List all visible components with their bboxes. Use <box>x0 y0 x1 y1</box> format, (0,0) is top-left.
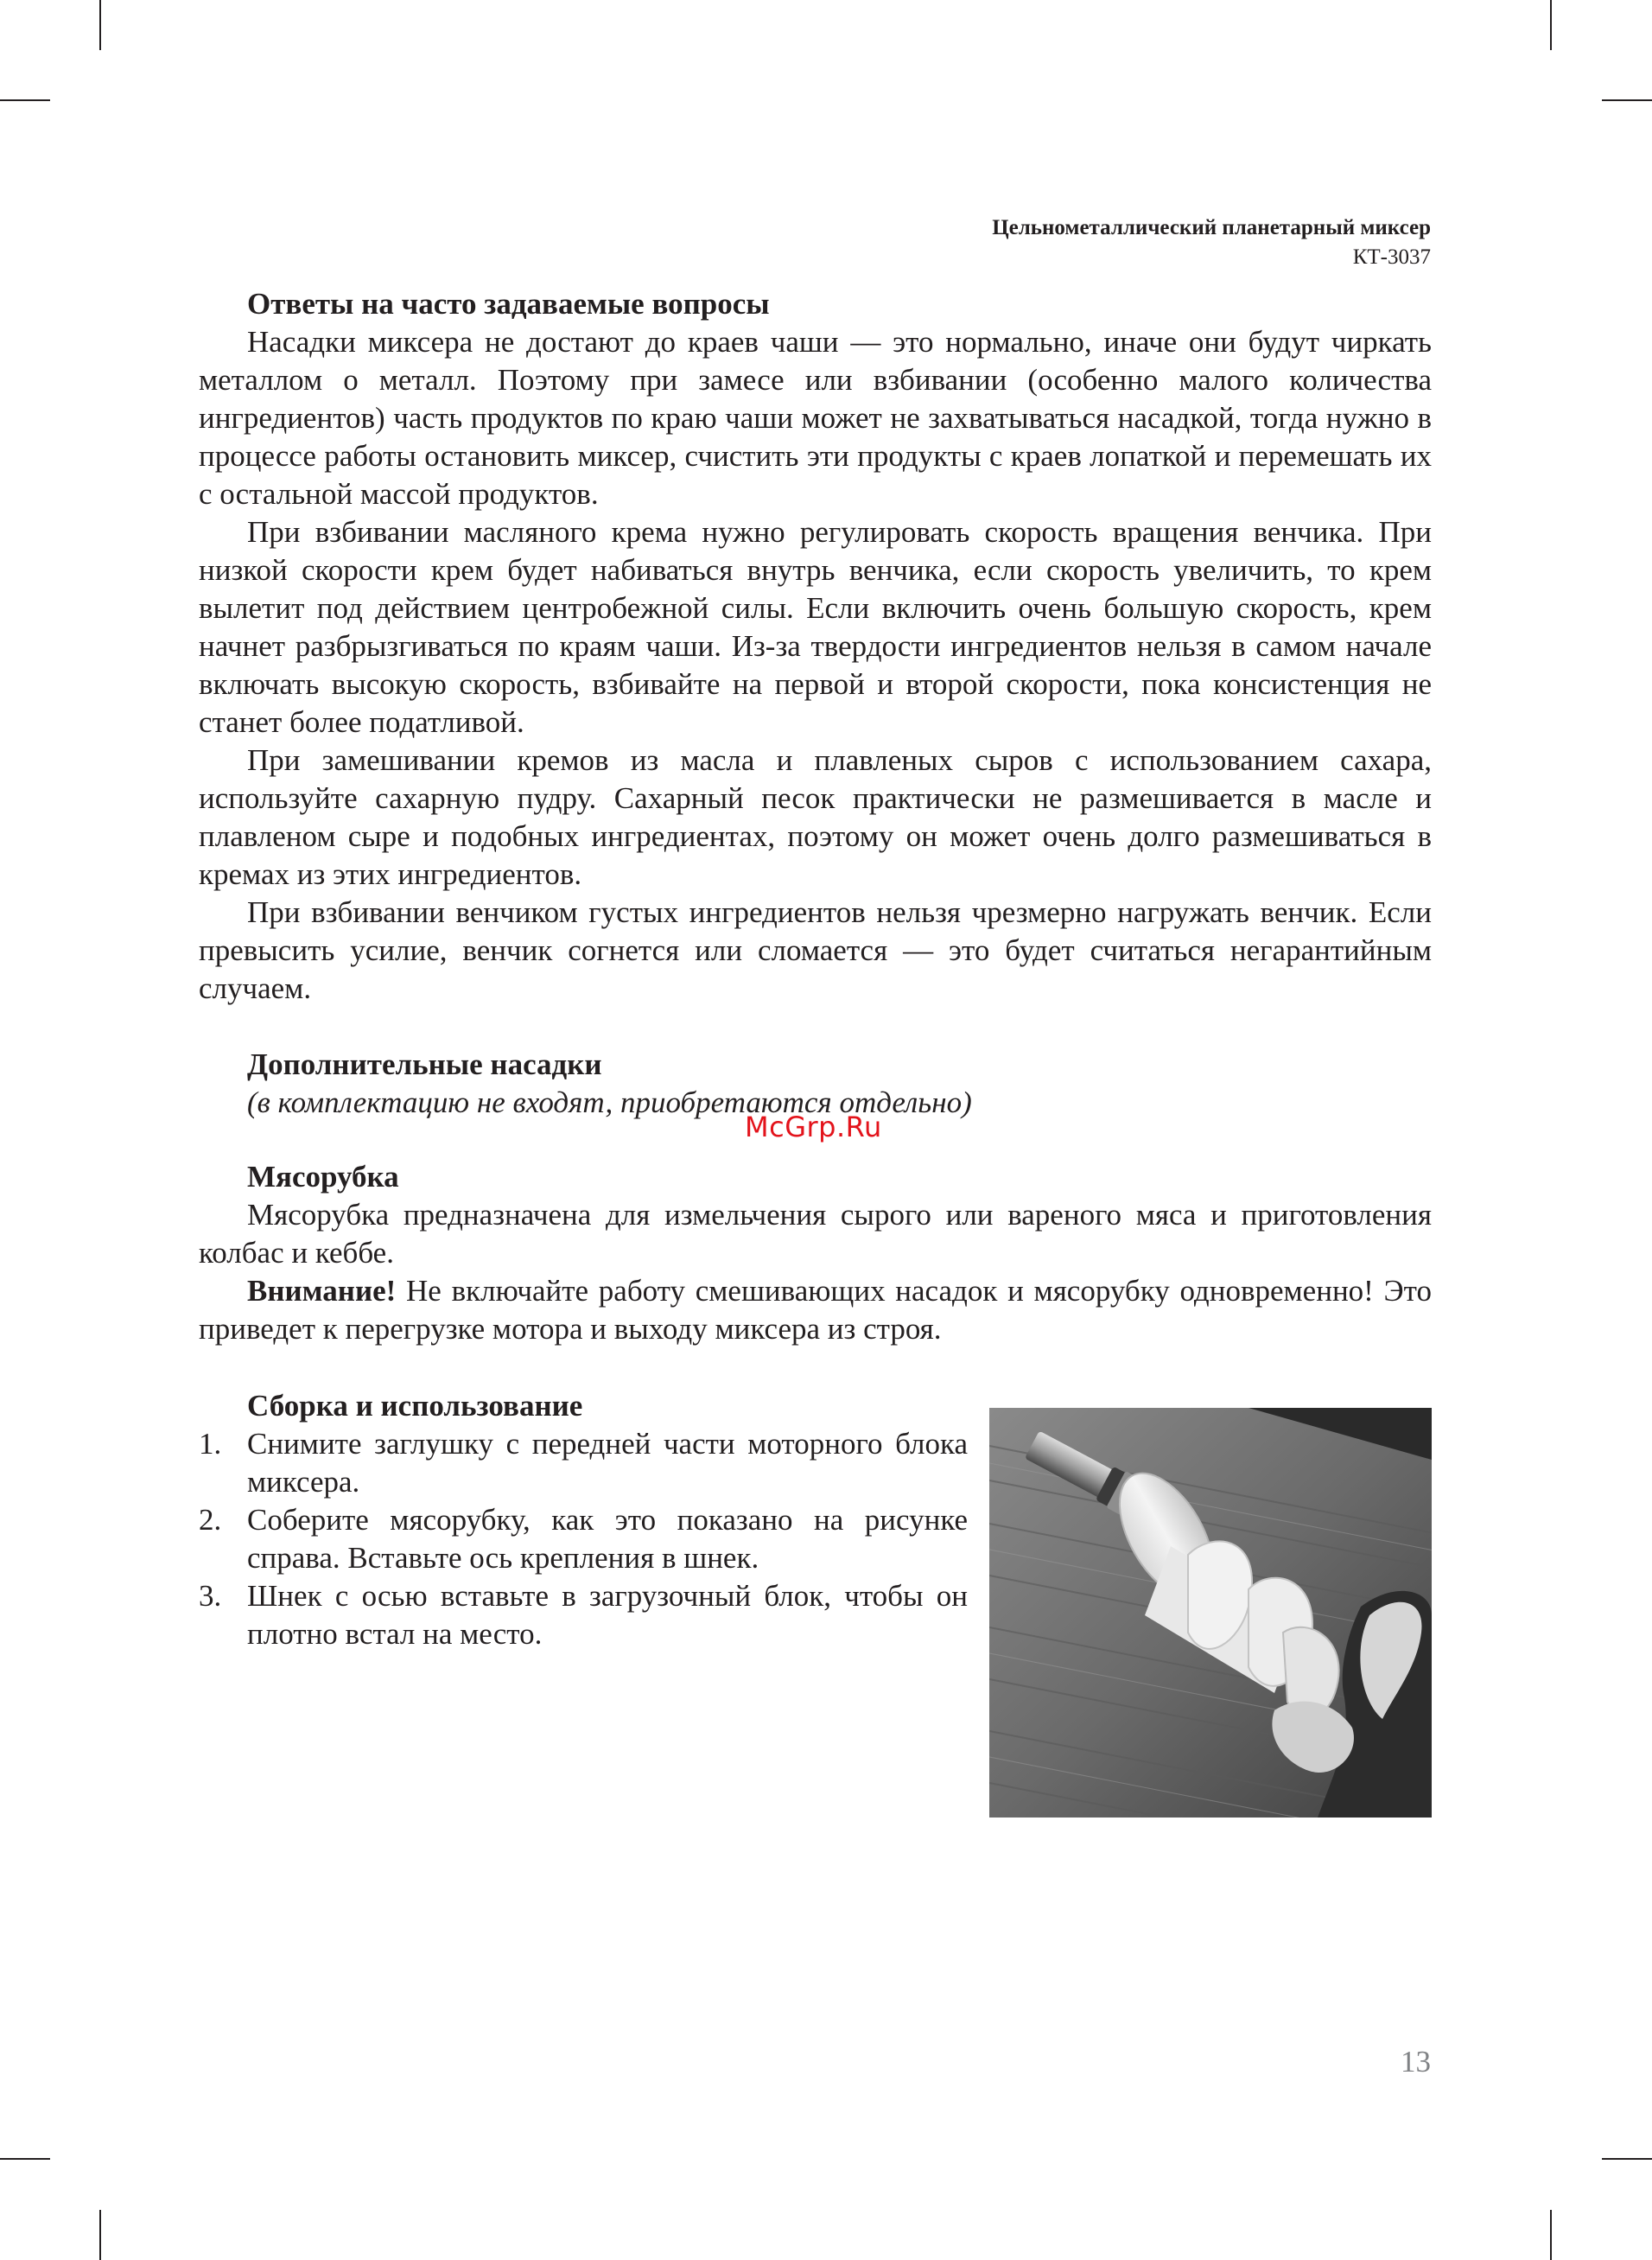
warning-text: Не включайте работу смешивающих насадок и мясорубку одновременно! Это приведет к перегрузке мотора и выходу миксера из строя. <box>199 1274 1432 1346</box>
step-number: 1. <box>199 1427 222 1461</box>
grinder-description: Мясорубка предназначена для измельчения сырого или вареного мяса и приготовления колбас и кеббе. <box>199 1198 1432 1270</box>
list-item <box>199 1577 968 1653</box>
photo-illustration <box>989 1408 1432 1818</box>
crop-mark <box>1602 2158 1652 2160</box>
step-text: Снимите заглушку с передней части моторного блока миксера. <box>247 1427 968 1499</box>
crop-mark <box>1550 0 1552 50</box>
list-item <box>199 1425 968 1501</box>
faq-paragraph: При замешивании кремов из масла и плавленых сыров с использованием сахара, используйте сахарную пудру. Сахарный песок практически не размешивается в масле и плавленом сыре и подобных ингредиентах, поэтому он может очень долго размешиваться в кремах из этих ингредиентов. <box>199 743 1432 891</box>
grinder-assembly-photo <box>989 1408 1432 1818</box>
page-number: 13 <box>1401 2045 1431 2079</box>
faq-paragraph: При взбивании венчиком густых ингредиентов нельзя чрезмерно нагружать венчик. Если превысить усилие, венчик согнется или сломается — это будет считаться негарантийным случаем. <box>199 895 1432 1005</box>
warning-label: Внимание! <box>247 1274 397 1308</box>
crop-mark <box>99 2210 101 2260</box>
extras-note: (в комплектацию не входят, приобретаются отдельно) <box>247 1085 972 1119</box>
header-model: КТ-3037 <box>1352 245 1431 269</box>
crop-mark <box>99 0 101 50</box>
crop-mark <box>1550 2210 1552 2260</box>
step-number: 2. <box>199 1503 222 1537</box>
assembly-steps <box>199 1425 968 1653</box>
assembly-heading: Сборка и использование <box>247 1389 583 1423</box>
grinder-warning <box>199 1272 1432 1348</box>
step-text: Шнек с осью вставьте в загрузочный блок, чтобы он плотно встал на место. <box>247 1579 968 1651</box>
step-text: Соберите мясорубку, как это показано на рисунке справа. Вставьте ось крепления в шнек. <box>247 1503 968 1575</box>
crop-mark <box>0 2158 50 2160</box>
faq-heading: Ответы на часто задаваемые вопросы <box>247 287 770 321</box>
extras-heading: Дополнительные насадки <box>247 1047 602 1081</box>
crop-mark <box>1602 99 1652 101</box>
list-item <box>199 1501 968 1577</box>
crop-mark <box>0 99 50 101</box>
faq-paragraph: Насадки миксера не достают до краев чаши — это нормально, иначе они будут чиркать металлом о металл. Поэтому при замесе или взбивании (особенно малого количества ингредиентов) часть продуктов по краю чаши может не захватываться насадкой, тогда нужно в процессе работы остановить миксер, счистить эти продукты с краев лопаткой и перемешать их с остальной массой продуктов. <box>199 325 1432 511</box>
watermark: McGrp.Ru <box>745 1111 882 1143</box>
main-content <box>199 285 1432 1348</box>
running-header <box>992 213 1431 272</box>
step-number: 3. <box>199 1579 222 1613</box>
assembly-section <box>199 1387 968 1653</box>
faq-paragraph: При взбивании масляного крема нужно регулировать скорость вращения венчика. При низкой скорости крем будет набиваться внутрь венчика, если скорость увеличить, то крем вылетит под действием центробежной силы. Если включить очень большую скорость, крем начнет разбрызгиваться по краям чаши. Из-за твердости ингредиентов нельзя в самом начале включать высокую скорость, взбивайте на первой и второй скорости, пока консистенция не станет более податливой. <box>199 515 1432 739</box>
grinder-heading: Мясорубка <box>247 1160 399 1194</box>
header-title: Цельнометаллический планетарный миксер <box>992 216 1431 239</box>
